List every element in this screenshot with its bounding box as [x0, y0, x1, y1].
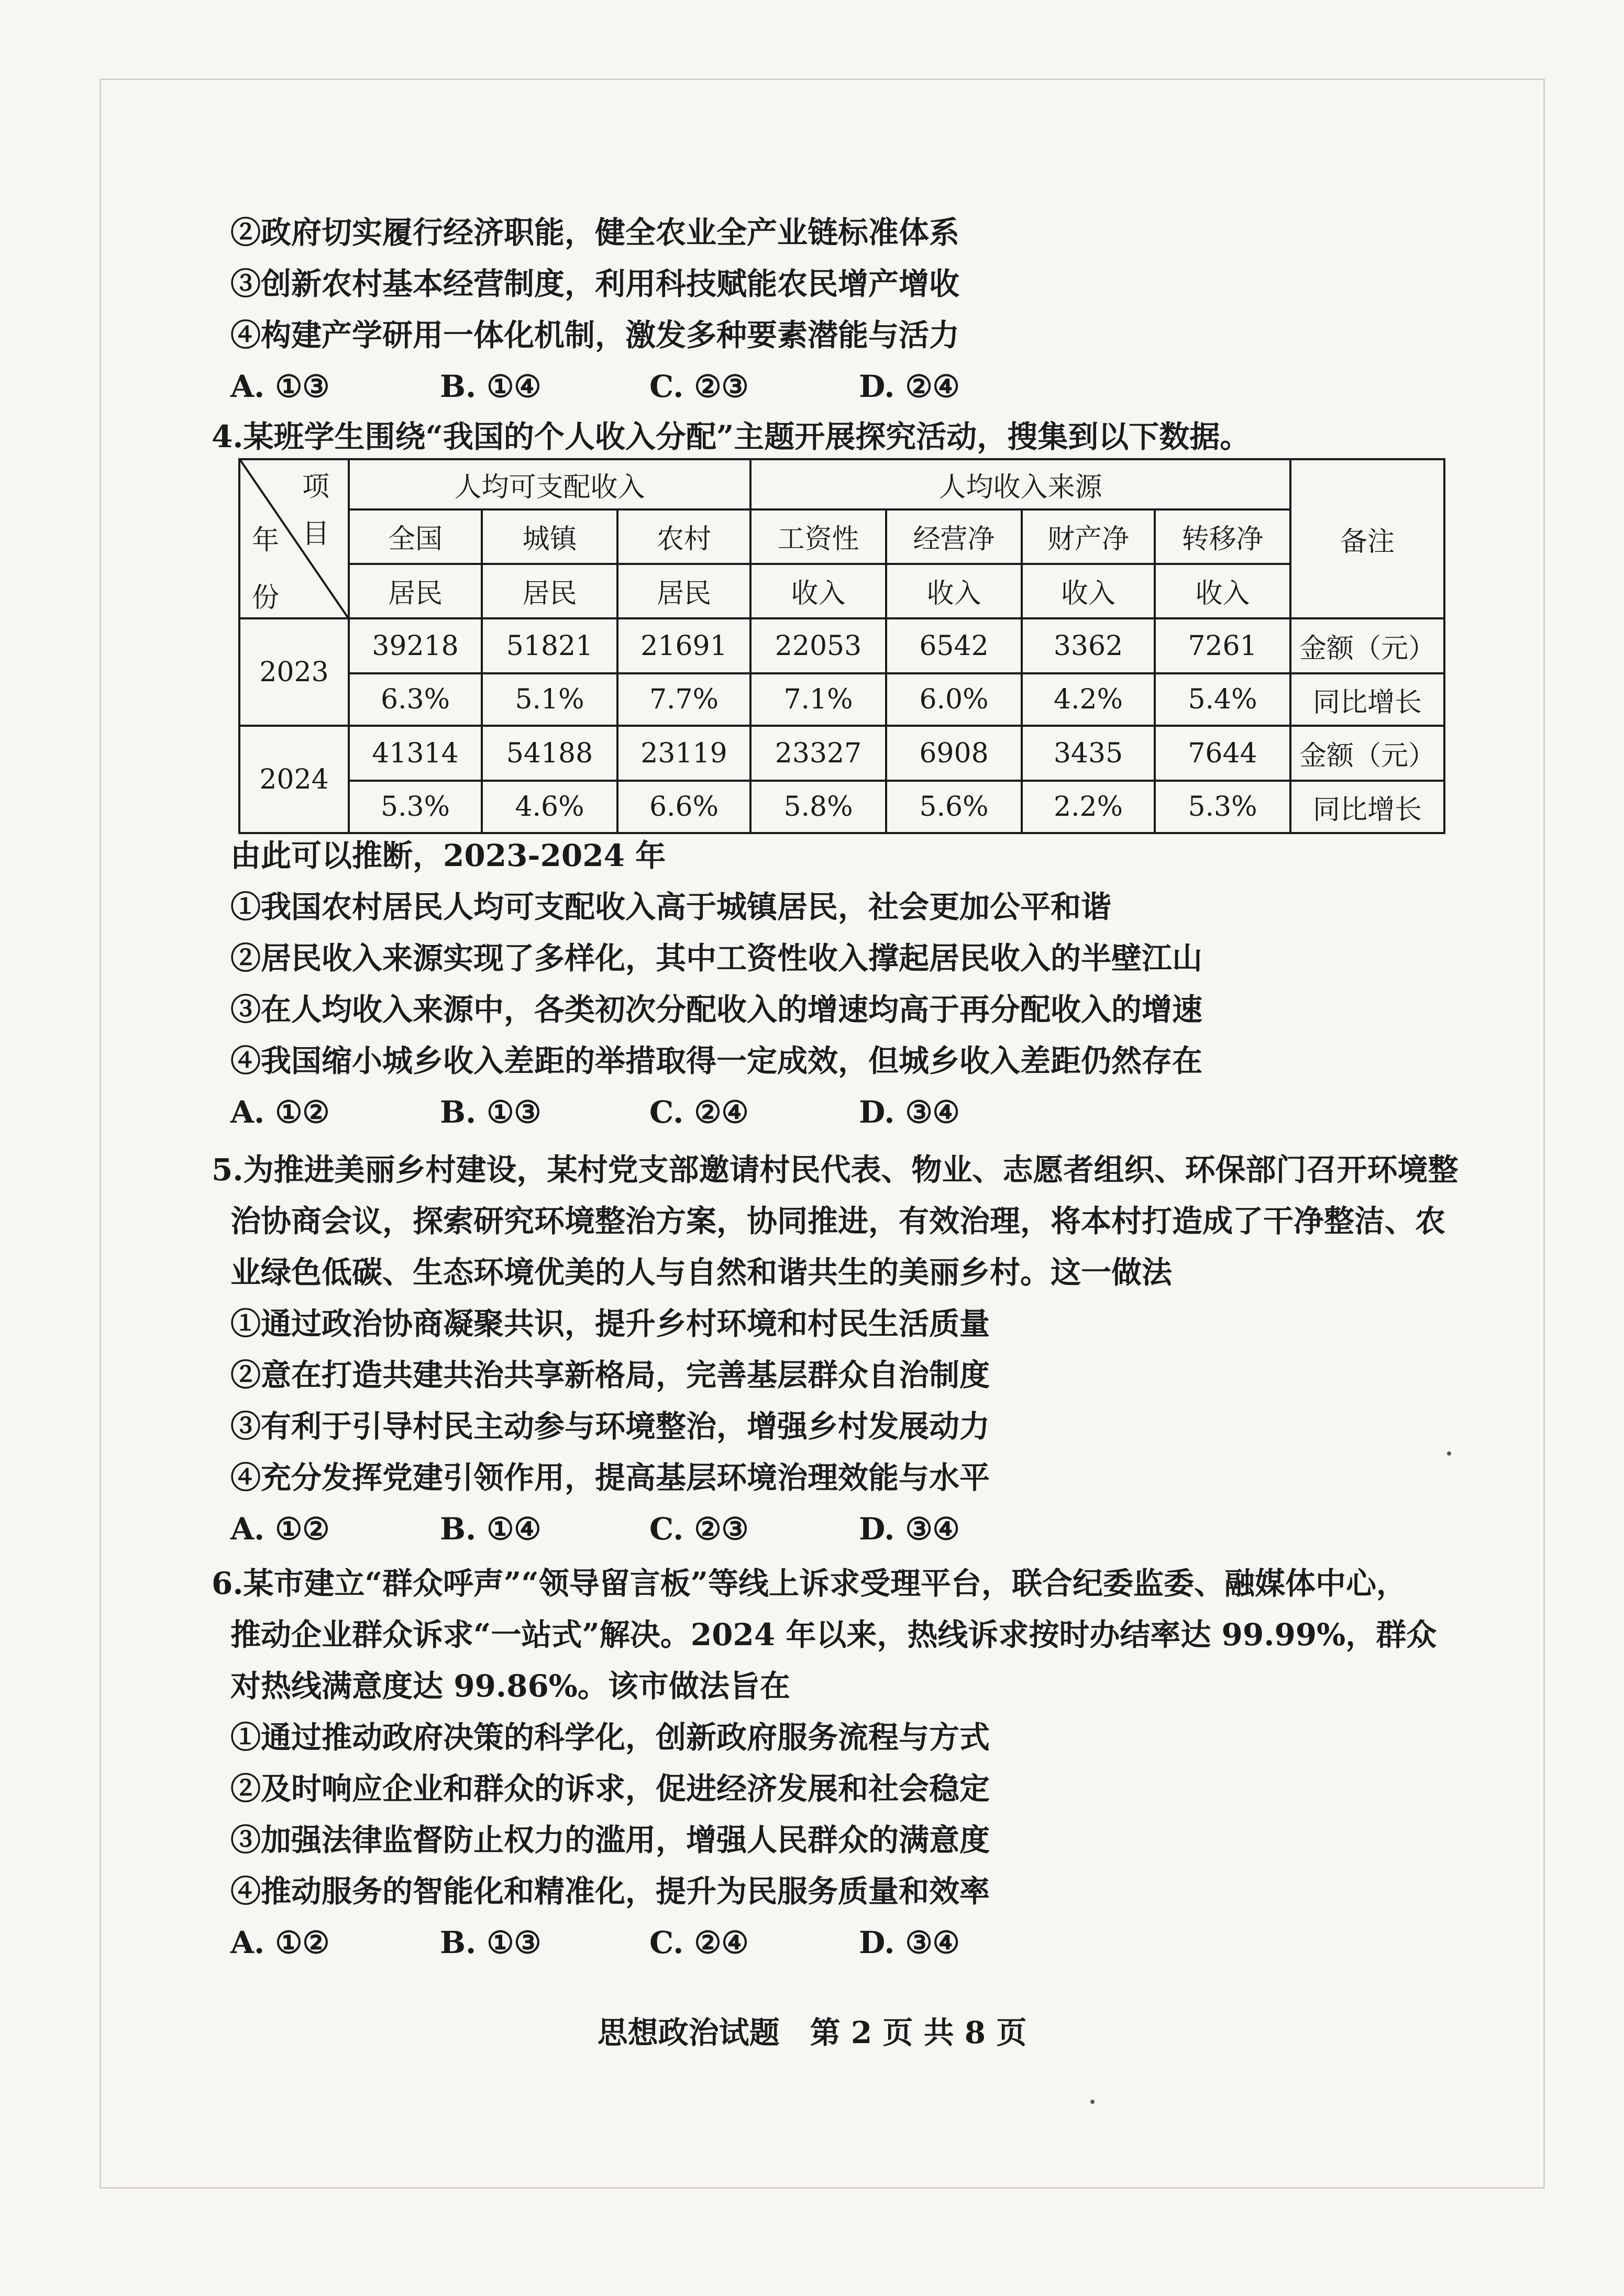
scan-speck — [1090, 2100, 1095, 2104]
header-income-source: 人均收入来源 — [750, 459, 1290, 509]
option-a: A. ①③ — [230, 369, 330, 404]
table-cell: 7.1% — [750, 673, 886, 726]
col-header-national-2: 居民 — [349, 564, 482, 618]
option-b: B. ①④ — [440, 1511, 542, 1547]
statement-2: ②居民收入来源实现了多样化，其中工资性收入撑起居民收入的半壁江山 — [230, 940, 1203, 976]
table-cell: 5.6% — [886, 781, 1022, 833]
col-header-property-2: 收入 — [1022, 564, 1155, 618]
col-header-rural: 农村 — [617, 509, 750, 563]
option-a: A. ①② — [230, 1094, 330, 1130]
option-b: B. ①③ — [440, 1094, 542, 1130]
table-cell: 7261 — [1155, 618, 1290, 673]
table-cell: 6542 — [886, 618, 1022, 673]
table-cell: 41314 — [349, 726, 482, 781]
table-cell: 6.6% — [617, 781, 750, 833]
scan-speck — [1447, 1451, 1451, 1456]
col-header-urban: 城镇 — [482, 509, 617, 563]
question-5 — [212, 1144, 1479, 1555]
table-cell: 3435 — [1022, 726, 1155, 781]
table-cell: 5.1% — [482, 673, 617, 726]
corner-label-item-1: 项 — [302, 471, 330, 503]
header-disposable-income: 人均可支配收入 — [349, 459, 750, 509]
statement-2: ②意在打造共建共治共享新格局，完善基层群众自治制度 — [230, 1357, 990, 1393]
col-header-wage: 工资性 — [750, 509, 886, 563]
table-row — [239, 673, 1444, 726]
col-header-business: 经营净 — [886, 509, 1022, 563]
option-a: A. ①② — [230, 1511, 330, 1547]
col-header-transfer-2: 收入 — [1155, 564, 1290, 618]
income-table — [238, 458, 1445, 834]
table-cell: 5.3% — [1155, 781, 1290, 833]
table-row — [239, 726, 1444, 781]
question-4-lead: 由此可以推断，2023-2024 年 — [230, 838, 666, 873]
option-d: D. ③④ — [859, 1925, 960, 1960]
table-cell: 21691 — [617, 618, 750, 673]
remark-amount-2023: 金额（元） — [1290, 618, 1444, 673]
option-c: C. ②③ — [649, 1511, 749, 1547]
option-c: C. ②④ — [649, 1094, 749, 1130]
table-cell: 6.3% — [349, 673, 482, 726]
col-header-national: 全国 — [349, 509, 482, 563]
answer-options — [212, 1503, 1479, 1555]
table-cell: 5.8% — [750, 781, 886, 833]
statement-3: ③加强法律监督防止权力的滥用，增强人民群众的满意度 — [230, 1822, 990, 1858]
question-6-stem-3: 对热线满意度达 99.86%。该市做法旨在 — [230, 1668, 790, 1704]
statement-4: ④构建产学研用一体化机制，激发多种要素潜能与活力 — [230, 317, 960, 353]
option-a: A. ①② — [230, 1925, 330, 1960]
table-cell: 54188 — [482, 726, 617, 781]
table-row — [239, 781, 1444, 833]
table-cell: 4.2% — [1022, 673, 1155, 726]
question-3-continuation — [230, 207, 1498, 412]
question-5-stem-2: 治协商会议，探索研究环境整治方案，协同推进，有效治理，将本村打造成了干净整洁、农 — [230, 1203, 1446, 1239]
statement-4: ④充分发挥党建引领作用，提高基层环境治理效能与水平 — [230, 1460, 990, 1495]
col-header-transfer: 转移净 — [1155, 509, 1290, 563]
question-6 — [212, 1558, 1479, 1968]
table-cell: 4.6% — [482, 781, 617, 833]
statement-3: ③创新农村基本经营制度，利用科技赋能农民增产增收 — [230, 266, 960, 302]
question-6-stem-1: 6.某市建立“群众呼声”“领导留言板”等线上诉求受理平台，联合纪委监委、融媒体中心， — [212, 1566, 1407, 1601]
table-cell: 22053 — [750, 618, 886, 673]
table-cell: 23327 — [750, 726, 886, 781]
answer-options — [230, 361, 1498, 412]
question-5-stem-3: 业绿色低碳、生态环境优美的人与自然和谐共生的美丽乡村。这一做法 — [230, 1255, 1173, 1290]
option-b: B. ①③ — [440, 1925, 542, 1960]
statement-2: ②政府切实履行经济职能，健全农业全产业链标准体系 — [230, 215, 960, 250]
option-c: C. ②④ — [649, 1925, 749, 1960]
col-header-urban-2: 居民 — [482, 564, 617, 618]
col-header-wage-2: 收入 — [750, 564, 886, 618]
table-cell: 7644 — [1155, 726, 1290, 781]
statement-2: ②及时响应企业和群众的诉求，促进经济发展和社会稳定 — [230, 1771, 990, 1806]
header-remark: 备注 — [1290, 459, 1444, 618]
table-cell: 7.7% — [617, 673, 750, 726]
table-corner-cell — [239, 459, 349, 618]
question-4-body — [230, 830, 1498, 1138]
table-cell: 6.0% — [886, 673, 1022, 726]
col-header-property: 财产净 — [1022, 509, 1155, 563]
remark-growth-2023: 同比增长 — [1290, 673, 1444, 726]
corner-label-year-2: 份 — [252, 582, 280, 614]
remark-amount-2024: 金额（元） — [1290, 726, 1444, 781]
table-cell: 5.4% — [1155, 673, 1290, 726]
table-cell: 39218 — [349, 618, 482, 673]
question-5-stem-1: 5.为推进美丽乡村建设，某村党支部邀请村民代表、物业、志愿者组织、环保部门召开环境整 — [212, 1152, 1459, 1188]
statement-3: ③在人均收入来源中，各类初次分配收入的增速均高于再分配收入的增速 — [230, 992, 1203, 1027]
year-cell-2023: 2023 — [239, 618, 349, 726]
table-row — [239, 618, 1444, 673]
statement-1: ①通过推动政府决策的科学化，创新政府服务流程与方式 — [230, 1720, 990, 1755]
table-cell: 6908 — [886, 726, 1022, 781]
col-header-rural-2: 居民 — [617, 564, 750, 618]
table-cell: 3362 — [1022, 618, 1155, 673]
option-d: D. ③④ — [859, 1094, 960, 1130]
table-cell: 23119 — [617, 726, 750, 781]
question-4-text: 4.某班学生围绕“我国的个人收入分配”主题开展探究活动，搜集到以下数据。 — [212, 419, 1251, 454]
statement-4: ④我国缩小城乡收入差距的举措取得一定成效，但城乡收入差距仍然存在 — [230, 1043, 1203, 1079]
table-cell: 51821 — [482, 618, 617, 673]
option-d: D. ③④ — [859, 1511, 960, 1547]
col-header-business-2: 收入 — [886, 564, 1022, 618]
statement-3: ③有利于引导村民主动参与环境整治，增强乡村发展动力 — [230, 1408, 990, 1444]
answer-options — [212, 1917, 1479, 1968]
page-footer: 思想政治试题 第 2 页 共 8 页 — [597, 2015, 1027, 2050]
year-cell-2024: 2024 — [239, 726, 349, 833]
option-c: C. ②③ — [649, 369, 749, 404]
corner-label-year-1: 年 — [252, 525, 280, 556]
statement-1: ①通过政治协商凝聚共识，提升乡村环境和村民生活质量 — [230, 1306, 990, 1341]
question-6-stem-2: 推动企业群众诉求“一站式”解决。2024 年以来，热线诉求按时办结率达 99.99%，群众 — [230, 1617, 1437, 1652]
option-b: B. ①④ — [440, 369, 542, 404]
answer-options — [230, 1086, 1498, 1138]
corner-label-item-2: 目 — [302, 518, 330, 550]
statement-1: ①我国农村居民人均可支配收入高于城镇居民，社会更加公平和谐 — [230, 889, 1112, 925]
statement-4: ④推动服务的智能化和精准化，提升为民服务质量和效率 — [230, 1873, 990, 1909]
option-d: D. ②④ — [859, 369, 960, 404]
question-4-stem — [212, 411, 1479, 462]
remark-growth-2024: 同比增长 — [1290, 781, 1444, 833]
table-cell: 5.3% — [349, 781, 482, 833]
table-cell: 2.2% — [1022, 781, 1155, 833]
